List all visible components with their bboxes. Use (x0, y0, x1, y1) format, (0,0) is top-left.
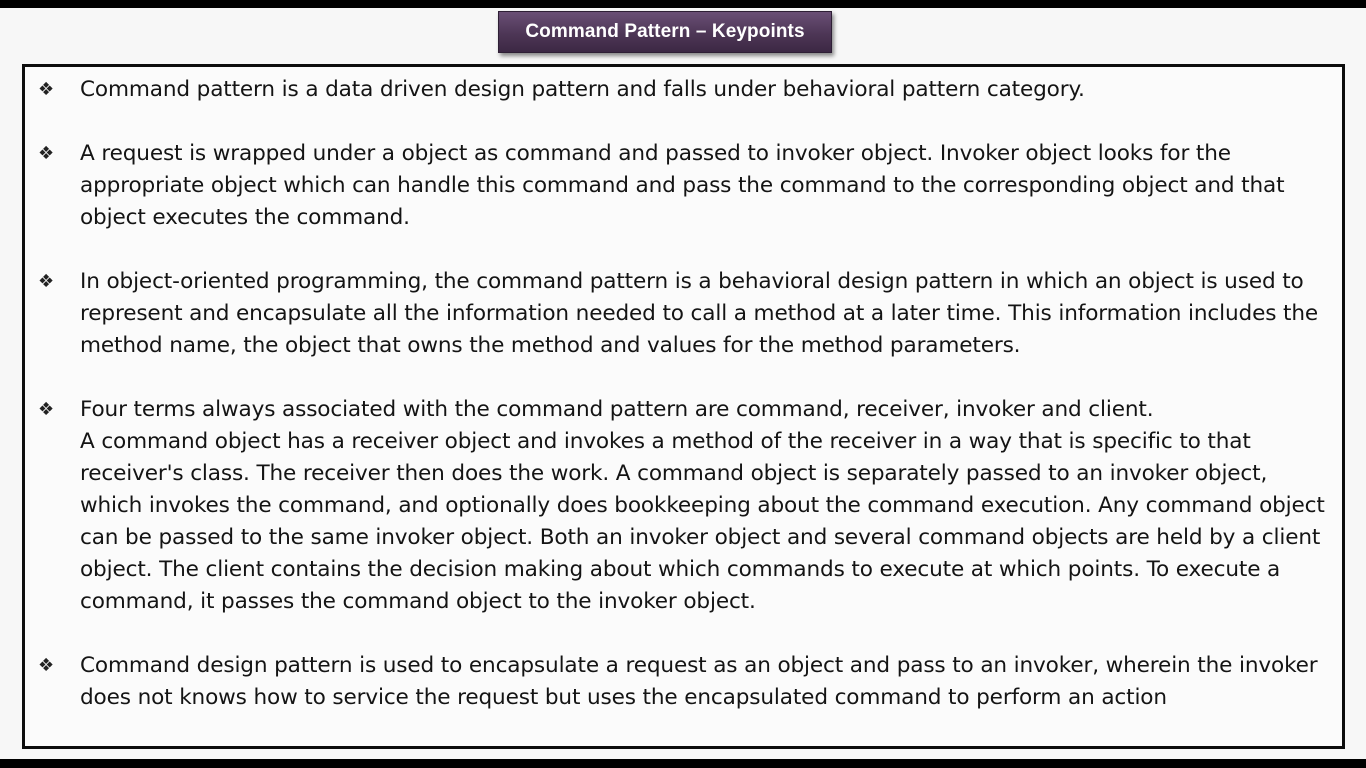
keypoint-text: A request is wrapped under a object as command and passed to invoker object. Invoker object looks for the appropriate object which can handle this command and pass the command to the corresponding object and that object executes the command. (80, 141, 1285, 230)
keypoint-item (25, 138, 1342, 234)
keypoint-item (25, 266, 1342, 362)
keypoint-item (25, 650, 1342, 714)
keypoint-text: In object-oriented programming, the command pattern is a behavioral design pattern in which an object is used to represent and encapsulate all the information needed to call a method at a later time. This information includes the method name, the object that owns the method and values for the method parameters. (80, 269, 1319, 358)
slide-title: Command Pattern – Keypoints (498, 11, 832, 53)
keypoint-text: Command design pattern is used to encapsulate a request as an object and pass to an invoker, wherein the invoker does not knows how to service the request but uses the encapsulated command to perform an action (80, 653, 1318, 710)
keypoints-panel (22, 64, 1345, 749)
keypoint-text: Command pattern is a data driven design pattern and falls under behavioral pattern category. (80, 77, 1085, 102)
diamond-bullet-icon: ❖ (38, 79, 54, 100)
diamond-bullet-icon: ❖ (38, 271, 54, 292)
keypoints-list (25, 74, 1342, 746)
keypoint-text: Four terms always associated with the command pattern are command, receiver, invoker and client. (80, 397, 1154, 422)
diamond-bullet-icon: ❖ (38, 399, 54, 420)
keypoint-item (25, 394, 1342, 618)
diamond-bullet-icon: ❖ (38, 655, 54, 676)
diamond-bullet-icon: ❖ (38, 143, 54, 164)
keypoint-item (25, 74, 1342, 106)
keypoint-detail-text: A command object has a receiver object and invokes a method of the receiver in a way that is specific to that receiver's class. The receiver then does the work. A command object is separately passed to an invoker object, which invokes the command, and optionally does bookkeeping about the command execution. Any command object can be passed to the same invoker object. Both an invoker object and several command objects are held by a client object. The client contains the decision making about which commands to execute at which points. To execute a command, it passes the command object to the invoker object. (80, 429, 1325, 614)
